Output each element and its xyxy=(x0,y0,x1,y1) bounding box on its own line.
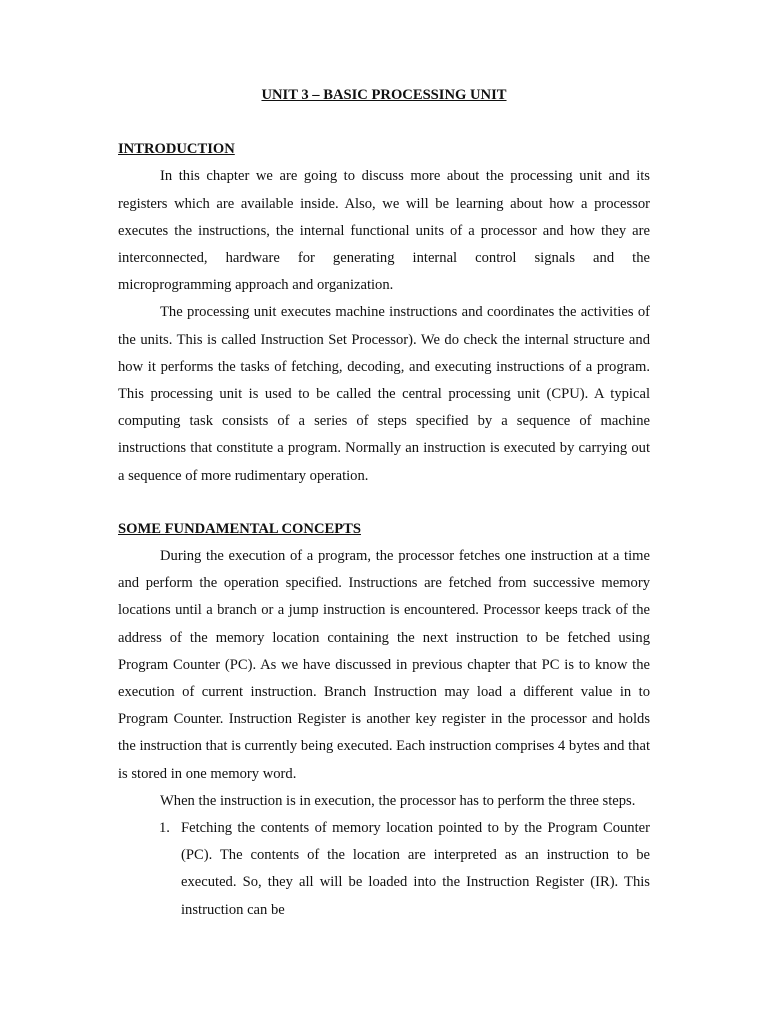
paragraph-intro-1: In this chapter we are going to discuss more about the processing unit and its registers which are available inside. Also, we will be learning about how a processor executes the instructions, the internal functional units of a processor and how they are interconnected, hardware for generating internal control signals and the microprogramming approach and organization. xyxy=(118,168,650,294)
steps-list xyxy=(118,815,650,924)
spacer xyxy=(118,490,650,516)
page-title: UNIT 3 – BASIC PROCESSING UNIT xyxy=(261,87,507,103)
paragraph-concepts-2: When the instruction is in execution, the processor has to perform the three steps. xyxy=(160,792,636,809)
spacer xyxy=(118,109,650,136)
section-heading-introduction: INTRODUCTION xyxy=(118,141,235,158)
page-content xyxy=(118,82,650,924)
list-item-number: 1. xyxy=(159,820,170,837)
paragraph-intro-2: The processing unit executes machine instructions and coordinates the activities of the units. This is called Instruction Set Processor). We do check the internal structure and how it performs the tasks of fetching, decoding, and executing instructions of a program. This processing unit is used to be called the central processing unit (CPU). A typical computing task consists of a series of steps specified by a sequence of machine instructions that constitute a program. Normally an instruction is executed by carrying out a sequence of more rudimentary operation. xyxy=(118,304,650,484)
section-heading-fundamental-concepts: SOME FUNDAMENTAL CONCEPTS xyxy=(118,520,361,537)
list-item xyxy=(159,815,650,924)
paragraph-concepts-1: During the execution of a program, the processor fetches one instruction at a time and perform the operation specified. Instructions are fetched from successive memory locations until a branch or a jump instruction is encountered. Processor keeps track of the address of the memory location containing the next instruction to be fetched using Program Counter (PC). As we have discussed in previous chapter that PC is to know the execution of current instruction. Branch Instruction may load a different value in to Program Counter. Instruction Register is another key register in the processor and holds the instruction that is currently being executed. Each instruction comprises 4 bytes and that is stored in one memory word. xyxy=(118,548,650,782)
list-item-text: Fetching the contents of memory location pointed to by the Program Counter (PC). The contents of the location are interpreted as an instruction to be executed. So, they all will be loaded into the Instruction Register (IR). This instruction can be xyxy=(181,820,650,918)
